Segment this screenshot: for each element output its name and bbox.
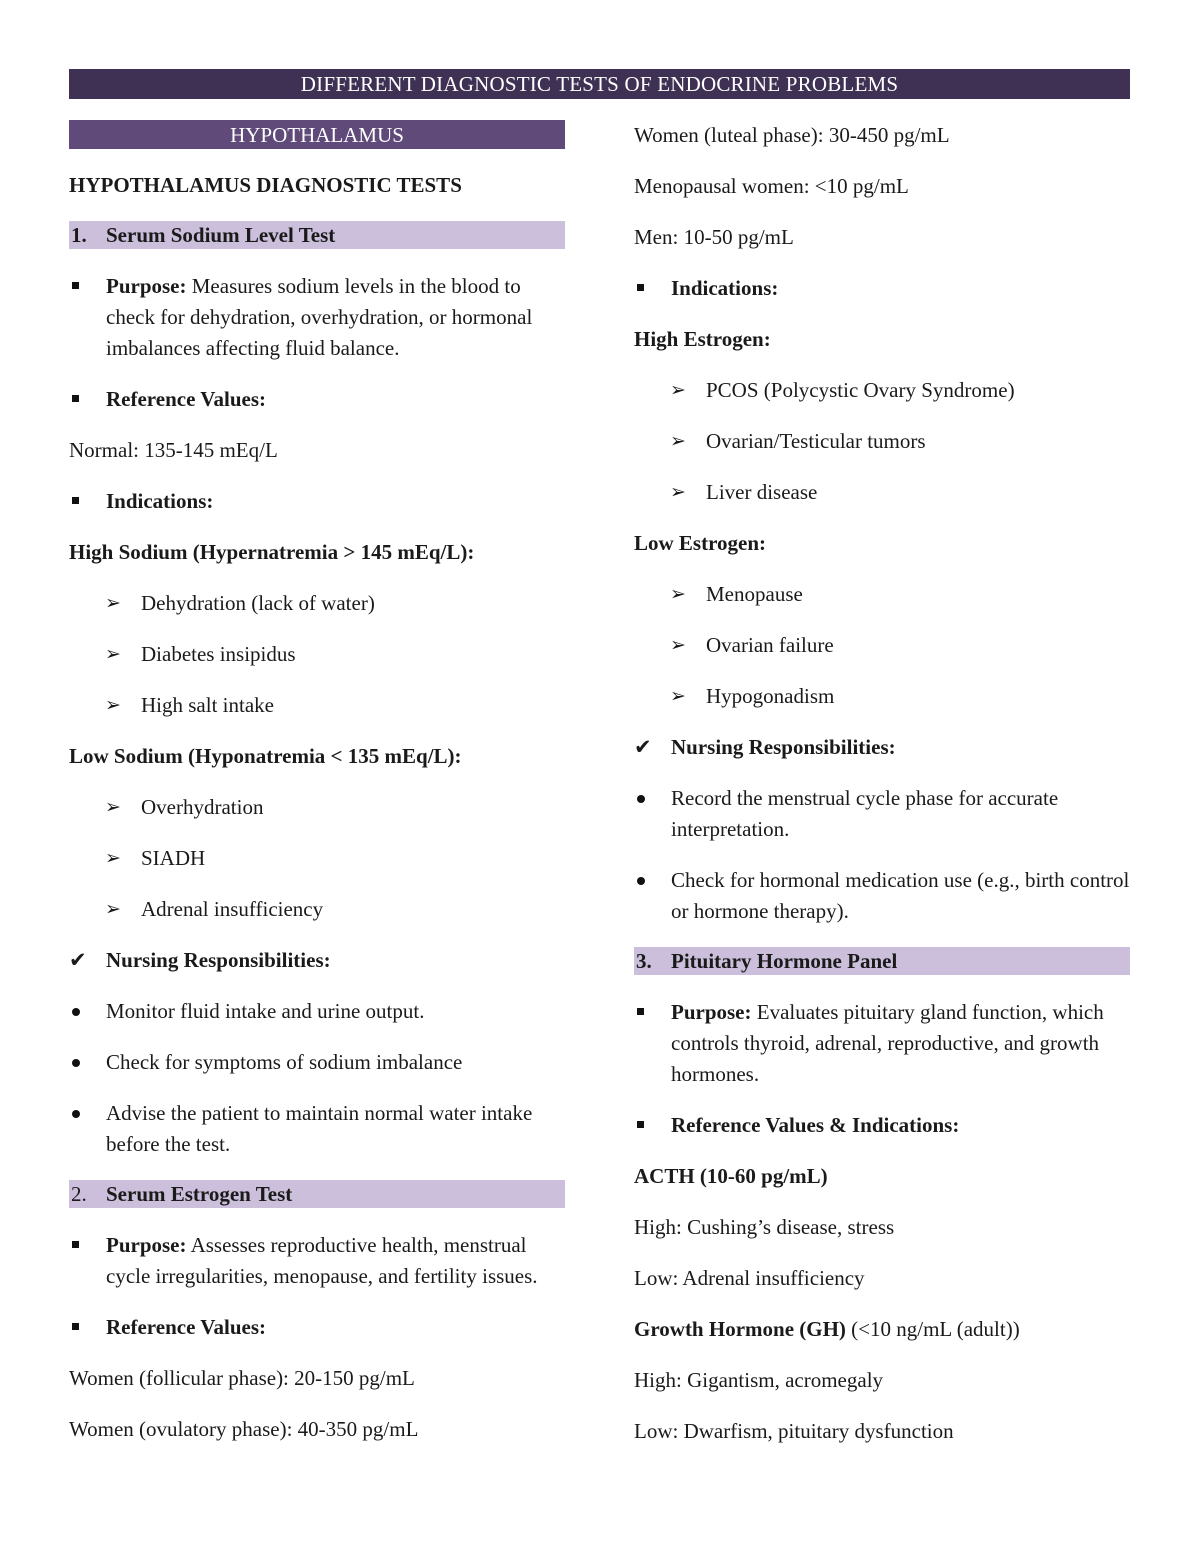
list-item: ➢ Dehydration (lack of water): [69, 588, 565, 618]
arrow-bullet-icon: ➢: [105, 796, 121, 818]
square-bullet-icon: [72, 395, 79, 402]
arrow-bullet-icon: ➢: [670, 379, 686, 401]
reference-value: Women (follicular phase): 20-150 pg/mL: [69, 1366, 415, 1390]
check-icon: ✔: [634, 735, 652, 759]
purpose-text: Assesses reproductive health, menstrual cycle irregularities, menopause, and fertility issues.: [106, 1233, 538, 1288]
square-bullet-icon: [72, 1241, 79, 1248]
test-heading-pituitary: [634, 947, 1130, 975]
list-item: Check for hormonal medication use (e.g., birth control or hormone therapy).: [634, 865, 1130, 927]
list-item: ➢ Diabetes insipidus: [69, 639, 565, 669]
purpose-text: Evaluates pituitary gland function, which controls thyroid, adrenal, reproductive, and growth hormones.: [671, 1000, 1104, 1086]
arrow-bullet-icon: ➢: [670, 430, 686, 452]
high-sodium-heading: High Sodium (Hypernatremia > 145 mEq/L):: [69, 540, 475, 564]
gh-heading: Growth Hormone (GH) (<10 ng/mL (adult)): [634, 1317, 1020, 1341]
reference-value: Women (ovulatory phase): 40-350 pg/mL: [69, 1417, 419, 1441]
list-item: ➢ Liver disease: [634, 477, 1130, 507]
square-bullet-icon: [72, 1323, 79, 1330]
list-item: ➢ Menopause: [634, 579, 1130, 609]
round-bullet-icon: [72, 1110, 80, 1118]
round-bullet-icon: [637, 795, 645, 803]
indications-label: Indications:: [106, 489, 214, 513]
reference-value: Men: 10-50 pg/mL: [634, 225, 794, 249]
arrow-bullet-icon: ➢: [105, 898, 121, 920]
arrow-bullet-icon: ➢: [105, 694, 121, 716]
reference-values-item: [69, 384, 565, 415]
list-item: ➢ High salt intake: [69, 690, 565, 720]
square-bullet-icon: [637, 284, 644, 291]
round-bullet-icon: [72, 1059, 80, 1067]
round-bullet-icon: [637, 877, 645, 885]
low-sodium-heading: Low Sodium (Hyponatremia < 135 mEq/L):: [69, 744, 462, 768]
purpose-label: Purpose:: [106, 1233, 187, 1257]
arrow-bullet-icon: ➢: [105, 643, 121, 665]
test-name: Serum Estrogen Test: [106, 1182, 293, 1206]
nursing-responsibilities-heading: ✔ Nursing Responsibilities:: [634, 732, 1130, 762]
high-estrogen-heading: High Estrogen:: [634, 327, 771, 351]
list-item: Advise the patient to maintain normal water intake before the test.: [69, 1098, 565, 1160]
subheading: HYPOTHALAMUS DIAGNOSTIC TESTS: [69, 173, 462, 197]
list-item: Check for symptoms of sodium imbalance: [69, 1047, 565, 1078]
acth-high: High: Cushing’s disease, stress: [634, 1215, 895, 1239]
arrow-bullet-icon: ➢: [105, 592, 121, 614]
list-item: ➢ SIADH: [69, 843, 565, 873]
document-title: DIFFERENT DIAGNOSTIC TESTS OF ENDOCRINE PROBLEMS: [69, 69, 1130, 99]
test-heading-estrogen: [69, 1180, 565, 1208]
acth-heading: ACTH (10-60 pg/mL): [634, 1164, 828, 1188]
acth-low: Low: Adrenal insufficiency: [634, 1266, 865, 1290]
gh-low: Low: Dwarfism, pituitary dysfunction: [634, 1419, 954, 1443]
arrow-bullet-icon: ➢: [105, 847, 121, 869]
square-bullet-icon: [72, 497, 79, 504]
purpose-item: [634, 997, 1130, 1090]
list-item: ➢ Ovarian failure: [634, 630, 1130, 660]
reference-values-item: [634, 1110, 1130, 1141]
test-number: 1.: [71, 223, 87, 247]
right-column: [634, 120, 1130, 1467]
purpose-text: Measures sodium levels in the blood to check for dehydration, overhydration, or hormonal imbalances affecting fluid balance.: [106, 274, 533, 360]
arrow-bullet-icon: ➢: [670, 583, 686, 605]
list-item: ➢ Ovarian/Testicular tumors: [634, 426, 1130, 456]
test-number: 3.: [636, 949, 652, 973]
list-item: ➢ Adrenal insufficiency: [69, 894, 565, 924]
purpose-item: [69, 271, 565, 364]
reference-normal: Normal: 135-145 mEq/L: [69, 438, 278, 462]
purpose-label: Purpose:: [106, 274, 187, 298]
indications-label: Indications:: [671, 276, 779, 300]
list-item: ➢ PCOS (Polycystic Ovary Syndrome): [634, 375, 1130, 405]
check-icon: ✔: [69, 948, 87, 972]
test-name: Serum Sodium Level Test: [106, 223, 336, 247]
list-item: Monitor fluid intake and urine output.: [69, 996, 565, 1027]
reference-values-label: Reference Values & Indications:: [671, 1113, 960, 1137]
arrow-bullet-icon: ➢: [670, 685, 686, 707]
test-name: Pituitary Hormone Panel: [671, 949, 898, 973]
indications-item: [634, 273, 1130, 304]
reference-value: Menopausal women: <10 pg/mL: [634, 174, 909, 198]
list-item: ➢ Overhydration: [69, 792, 565, 822]
square-bullet-icon: [637, 1008, 644, 1015]
round-bullet-icon: [72, 1008, 80, 1016]
indications-item: [69, 486, 565, 517]
arrow-bullet-icon: ➢: [670, 481, 686, 503]
purpose-item: [69, 1230, 565, 1292]
test-number: 2.: [71, 1182, 87, 1206]
arrow-bullet-icon: ➢: [670, 634, 686, 656]
reference-values-label: Reference Values:: [106, 1315, 266, 1339]
list-item: ➢ Hypogonadism: [634, 681, 1130, 711]
gh-high: High: Gigantism, acromegaly: [634, 1368, 884, 1392]
low-estrogen-heading: Low Estrogen:: [634, 531, 767, 555]
test-heading-sodium: [69, 221, 565, 249]
reference-values-label: Reference Values:: [106, 387, 266, 411]
reference-value: Women (luteal phase): 30-450 pg/mL: [634, 123, 950, 147]
square-bullet-icon: [637, 1121, 644, 1128]
list-item: Record the menstrual cycle phase for accurate interpretation.: [634, 783, 1130, 845]
left-column: [69, 120, 565, 1465]
square-bullet-icon: [72, 282, 79, 289]
section-header-hypothalamus: HYPOTHALAMUS: [69, 120, 565, 149]
purpose-label: Purpose:: [671, 1000, 752, 1024]
reference-values-item: [69, 1312, 565, 1343]
nursing-responsibilities-heading: ✔ Nursing Responsibilities:: [69, 945, 565, 975]
